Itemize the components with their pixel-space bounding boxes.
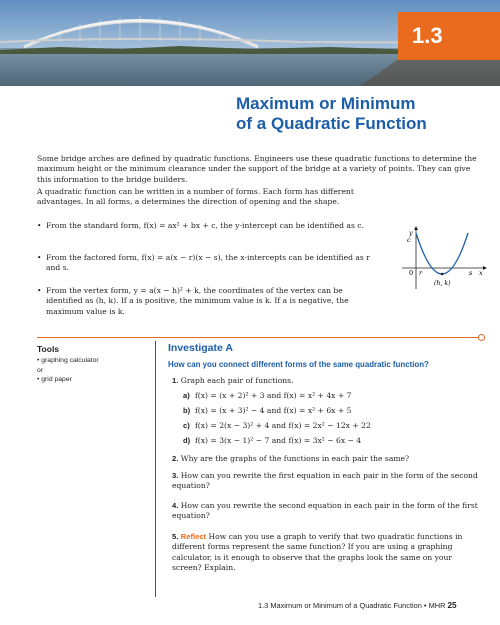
step-4 <box>172 501 482 522</box>
step-5 <box>172 532 482 574</box>
bullet-vertex-form: • From the vertex form, y = a(x − h)² + k, the coordinates of the vertex can be identified as (h, k). If a is positive, the minimum value is k. If a is negative, the maximum value is k. <box>37 286 371 317</box>
step-3-text: How can you rewrite the first equation in each pair in the form of the second equation? <box>172 471 478 491</box>
label-s: s <box>469 269 473 277</box>
step-2 <box>172 454 482 464</box>
bullet-standard-form: • From the standard form, f(x) = ax² + bx + c, the y-intercept can be identified as c. <box>37 221 371 231</box>
step-5-number: 5. <box>172 532 179 541</box>
divider-dot <box>478 334 485 341</box>
forms-intro-text: A quadratic function can be written in a number of forms. Each form has different advantages. In all forms, a determines the direction of opening and the shape. <box>37 187 354 207</box>
step-3-number: 3. <box>172 471 179 480</box>
section-divider <box>37 337 485 338</box>
bullet-factored-form: • From the factored form, f(x) = a(x − r)(x − s), the x-intercepts can be identified as r and s. <box>37 253 371 274</box>
step-5-text: How can you use a graph to verify that two quadratic functions in different forms represent the same function? If you are using a graphing calculator, is it enough to observe that the graphs look the same on your screen? Explain. <box>172 532 463 573</box>
page-title <box>236 94 427 134</box>
pair-d: d) f(x) = 3(x − 1)² − 7 and f(x) = 3x² − 6x − 4 <box>183 436 362 445</box>
label-r: r <box>419 269 423 277</box>
label-origin: 0 <box>409 269 414 277</box>
step-2-text: Why are the graphs of the functions in each pair the same? <box>180 454 410 463</box>
pair-b: b) f(x) = (x + 3)² − 4 and f(x) = x² + 6x + 5 <box>183 406 352 415</box>
investigate-title: Investigate A <box>168 342 233 354</box>
section-number-badge: 1.3 <box>398 12 500 60</box>
tools-item: • grid paper <box>37 376 72 383</box>
forms-intro-paragraph <box>37 187 367 208</box>
page-title-line-1: Maximum or Minimum <box>236 94 416 113</box>
intro-text: Some bridge arches are defined by quadratic functions. Engineers use these quadratic functions to determine the maximum height or the minimum clearance under the support of the bridge at a variety of points. They can give this information to the bridge builders. <box>37 154 477 184</box>
step-4-number: 4. <box>172 501 179 510</box>
pair-c: c) f(x) = 2(x − 3)² + 4 and f(x) = 2x² − 12x + 22 <box>183 421 371 430</box>
y-axis-arrow-icon <box>414 226 418 230</box>
pair-a: a) f(x) = (x + 2)² + 3 and f(x) = x² + 4x + 7 <box>183 391 352 400</box>
intro-paragraph <box>37 154 482 185</box>
footer-text: 1.3 Maximum or Minimum of a Quadratic Function • MHR <box>258 601 446 610</box>
x-axis-arrow-icon <box>483 266 487 270</box>
tools-item: • graphing calculator <box>37 357 99 364</box>
label-c: c <box>407 236 411 244</box>
label-vertex: (h, k) <box>434 280 451 287</box>
reflect-label: Reflect <box>180 532 207 541</box>
page-title-line-2: of a Quadratic Function <box>236 114 427 133</box>
label-y: y <box>409 229 413 237</box>
page-number: 25 <box>447 601 457 610</box>
label-x: x <box>479 269 483 277</box>
tools-list <box>37 356 99 385</box>
step-3 <box>172 471 482 492</box>
vertex-point <box>441 273 444 276</box>
tools-title: Tools <box>37 344 60 354</box>
tools-item: or <box>37 366 44 374</box>
parabola-diagram <box>398 225 490 291</box>
page-footer <box>258 601 457 610</box>
step-4-text: How can you rewrite the second equation in each pair in the form of the first equation? <box>172 501 478 521</box>
investigate-question: How can you connect different forms of the same quadratic function? <box>168 360 429 369</box>
step-1 <box>172 376 482 386</box>
step-2-number: 2. <box>172 454 179 463</box>
step-1-number: 1. <box>172 376 179 385</box>
step-1-text: Graph each pair of functions. <box>180 376 294 385</box>
investigate-margin-line <box>155 341 156 597</box>
